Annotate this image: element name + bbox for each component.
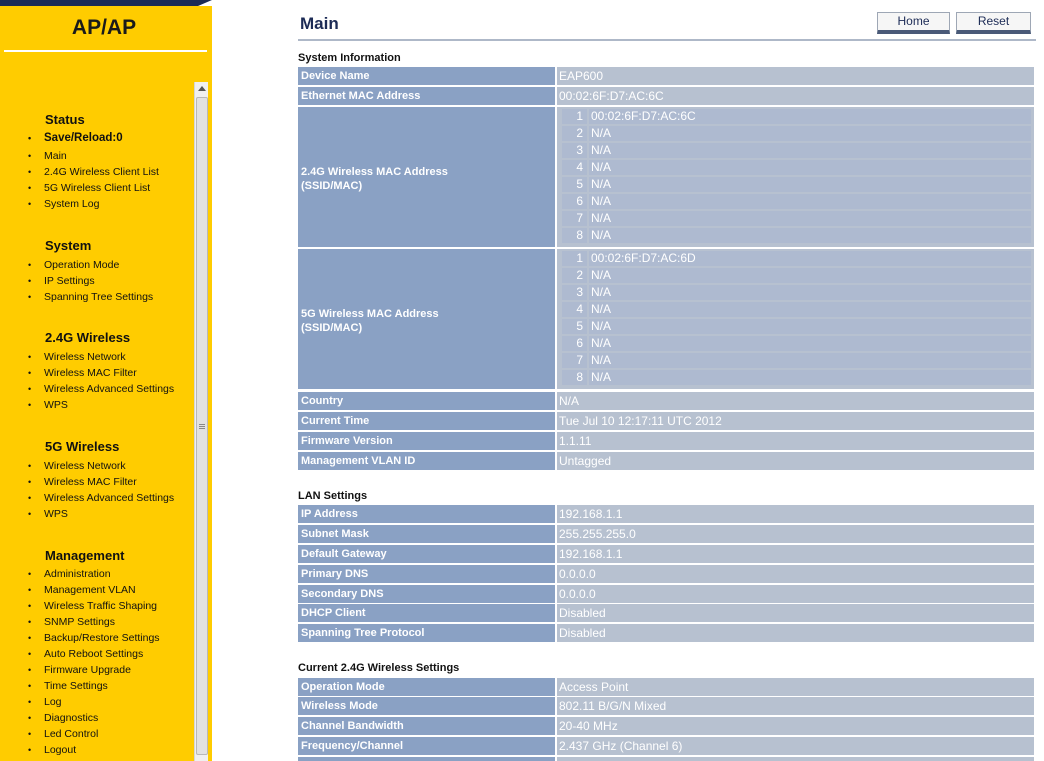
row-country bbox=[298, 392, 1034, 410]
mac-entry bbox=[562, 370, 1031, 385]
nav-item-24g-wps[interactable] bbox=[28, 397, 68, 413]
row-value: Tue Jul 10 12:17:11 UTC 2012 bbox=[557, 412, 1034, 430]
row-label: Secondary DNS bbox=[298, 585, 555, 603]
mac-index: 1 bbox=[562, 109, 587, 124]
mac-value: N/A bbox=[589, 319, 1031, 334]
nav-heading-system: System bbox=[45, 238, 92, 253]
row-value: 0.0.0.0 bbox=[557, 585, 1034, 603]
nav-item-label: Time Settings bbox=[44, 680, 108, 692]
block-label-line: 2.4G Wireless MAC Address bbox=[301, 166, 448, 178]
reset-button[interactable]: Reset bbox=[956, 12, 1031, 34]
block-label-text bbox=[301, 165, 448, 193]
bullet-icon: • bbox=[28, 509, 32, 519]
row-label: Frequency/Channel bbox=[298, 737, 555, 755]
mac-value: N/A bbox=[589, 194, 1031, 209]
mac-value: N/A bbox=[589, 302, 1031, 317]
mac-index: 3 bbox=[562, 143, 587, 158]
bullet-icon: • bbox=[28, 681, 32, 691]
bullet-icon: • bbox=[28, 477, 32, 487]
nav-item-label: Wireless Network bbox=[44, 351, 126, 363]
row-subnet-mask bbox=[298, 525, 1034, 543]
block-5g-wireless-mac bbox=[298, 249, 1034, 389]
row-value: 192.168.1.1 bbox=[557, 545, 1034, 563]
bullet-icon: • bbox=[28, 352, 32, 362]
nav-item-label: Led Control bbox=[44, 728, 99, 740]
block-label bbox=[298, 107, 555, 247]
mac-entry bbox=[562, 319, 1031, 334]
row-label: Ethernet MAC Address bbox=[298, 87, 555, 105]
mac-index: 2 bbox=[562, 268, 587, 283]
bullet-icon: • bbox=[28, 649, 32, 659]
mac-index: 1 bbox=[562, 251, 587, 266]
nav-item-log[interactable] bbox=[28, 694, 62, 710]
mac-index: 5 bbox=[562, 177, 587, 192]
sidebar-nav bbox=[0, 82, 194, 761]
logo-divider bbox=[4, 50, 207, 52]
nav-item-5g-wireless-network[interactable] bbox=[28, 458, 126, 474]
nav-item-24g-client-list[interactable] bbox=[28, 164, 159, 180]
row-value: 192.168.1.1 bbox=[557, 505, 1034, 523]
bullet-icon: • bbox=[28, 400, 32, 410]
bullet-icon: • bbox=[28, 183, 32, 193]
mac-entry bbox=[562, 302, 1031, 317]
nav-item-spanning-tree[interactable] bbox=[28, 289, 153, 305]
bullet-icon: • bbox=[28, 276, 32, 286]
row-value: 1.1.11 bbox=[557, 432, 1034, 450]
nav-item-label: Diagnostics bbox=[44, 712, 99, 724]
mac-value: N/A bbox=[589, 177, 1031, 192]
bullet-icon: • bbox=[28, 199, 32, 209]
mac-index: 8 bbox=[562, 370, 587, 385]
nav-item-24g-wireless-network[interactable] bbox=[28, 349, 126, 365]
bullet-icon: • bbox=[28, 729, 32, 739]
bullet-icon: • bbox=[28, 697, 32, 707]
bullet-icon: • bbox=[28, 745, 32, 755]
mac-entry bbox=[562, 251, 1031, 266]
block-24g-wireless-mac bbox=[298, 107, 1034, 247]
row-label: Firmware Version bbox=[298, 432, 555, 450]
row-label: Device Name bbox=[298, 67, 555, 85]
mac-index: 4 bbox=[562, 160, 587, 175]
row-value: 20-40 MHz bbox=[557, 717, 1034, 735]
nav-item-label: WPS bbox=[44, 399, 68, 411]
mac-value: N/A bbox=[589, 268, 1031, 283]
nav-item-label: System Log bbox=[44, 198, 100, 210]
row-dhcp-client bbox=[298, 604, 1034, 622]
bullet-icon: • bbox=[28, 461, 32, 471]
sidebar-top-bar bbox=[0, 0, 212, 6]
nav-item-save-reload[interactable] bbox=[28, 130, 123, 146]
bullet-icon: • bbox=[28, 617, 32, 627]
row-label: Operation Mode bbox=[298, 678, 555, 696]
block-label-text bbox=[301, 307, 439, 335]
nav-item-management-vlan[interactable] bbox=[28, 582, 136, 598]
bullet-icon: • bbox=[28, 151, 32, 161]
row-partial bbox=[298, 757, 1034, 761]
mac-index: 5 bbox=[562, 319, 587, 334]
nav-item-label: Log bbox=[44, 696, 62, 708]
row-device-name bbox=[298, 67, 1034, 85]
mac-value: N/A bbox=[589, 228, 1031, 243]
nav-item-label: Wireless Traffic Shaping bbox=[44, 600, 158, 612]
nav-item-label: Logout bbox=[44, 744, 77, 756]
nav-item-label: WPS bbox=[44, 508, 68, 520]
nav-item-label: 2.4G Wireless Client List bbox=[44, 166, 159, 178]
bullet-icon: • bbox=[28, 665, 32, 675]
mac-value: N/A bbox=[589, 126, 1031, 141]
bullet-icon: • bbox=[28, 585, 32, 595]
nav-item-label: Spanning Tree Settings bbox=[44, 291, 154, 303]
row-value: 2.437 GHz (Channel 6) bbox=[557, 737, 1034, 755]
row-primary-dns bbox=[298, 565, 1034, 583]
nav-item-label: IP Settings bbox=[44, 275, 95, 287]
nav-item-5g-client-list[interactable] bbox=[28, 180, 150, 196]
row-ethernet-mac bbox=[298, 87, 1034, 105]
mac-index: 6 bbox=[562, 194, 587, 209]
mac-entry bbox=[562, 160, 1031, 175]
bullet-icon: • bbox=[28, 292, 32, 302]
sidebar-top-notch bbox=[198, 0, 212, 6]
nav-item-label: Backup/Restore Settings bbox=[44, 632, 160, 644]
bullet-icon: • bbox=[28, 384, 32, 394]
nav-item-label: SNMP Settings bbox=[44, 616, 116, 628]
mac-entry bbox=[562, 143, 1031, 158]
row-label: Country bbox=[298, 392, 555, 410]
nav-item-24g-mac-filter[interactable] bbox=[28, 365, 137, 381]
row-value: 0.0.0.0 bbox=[557, 565, 1034, 583]
block-label bbox=[298, 249, 555, 389]
row-frequency-channel bbox=[298, 737, 1034, 755]
row-firmware-version bbox=[298, 432, 1034, 450]
title-divider bbox=[298, 39, 1036, 41]
nav-item-label: Main bbox=[44, 150, 67, 162]
row-operation-mode bbox=[298, 678, 1034, 696]
mac-entry bbox=[562, 177, 1031, 192]
bullet-icon: • bbox=[28, 368, 32, 378]
mac-value: N/A bbox=[589, 370, 1031, 385]
mac-entry bbox=[562, 353, 1031, 368]
nav-item-logout[interactable] bbox=[28, 742, 76, 758]
mac-index: 2 bbox=[562, 126, 587, 141]
block-label-line: (SSID/MAC) bbox=[301, 322, 363, 334]
nav-item-label: Auto Reboot Settings bbox=[44, 648, 144, 660]
mac-entry bbox=[562, 268, 1031, 283]
mac-value: N/A bbox=[589, 143, 1031, 158]
mac-index: 3 bbox=[562, 285, 587, 300]
home-button[interactable]: Home bbox=[877, 12, 950, 34]
mac-value: N/A bbox=[589, 160, 1031, 175]
row-default-gateway bbox=[298, 545, 1034, 563]
mac-value: 00:02:6F:D7:AC:6C bbox=[589, 109, 1031, 124]
mac-value: N/A bbox=[589, 211, 1031, 226]
nav-item-administration[interactable] bbox=[28, 566, 111, 582]
row-value: 255.255.255.0 bbox=[557, 525, 1034, 543]
mac-index: 6 bbox=[562, 336, 587, 351]
nav-item-auto-reboot[interactable] bbox=[28, 646, 143, 662]
row-value: Disabled bbox=[557, 604, 1034, 622]
nav-item-main[interactable] bbox=[28, 148, 67, 164]
mac-value: 00:02:6F:D7:AC:6D bbox=[589, 251, 1031, 266]
bullet-icon: • bbox=[28, 713, 32, 723]
nav-heading-24g-wireless: 2.4G Wireless bbox=[45, 330, 131, 345]
mac-entry bbox=[562, 109, 1031, 124]
mac-entry bbox=[562, 285, 1031, 300]
mac-index: 4 bbox=[562, 302, 587, 317]
mac-entry bbox=[562, 211, 1031, 226]
scrollbar-thumb[interactable] bbox=[196, 97, 208, 755]
nav-item-firmware-upgrade[interactable] bbox=[28, 662, 131, 678]
row-label: Subnet Mask bbox=[298, 525, 555, 543]
mac-index: 7 bbox=[562, 353, 587, 368]
nav-heading-management: Management bbox=[45, 548, 125, 563]
row-wireless-mode bbox=[298, 697, 1034, 715]
block-label-line: (SSID/MAC) bbox=[301, 180, 363, 192]
mac-entry bbox=[562, 126, 1031, 141]
nav-item-label: Management VLAN bbox=[44, 584, 136, 596]
nav-item-label: Administration bbox=[44, 568, 111, 580]
section-title-current-24g-wireless: Current 2.4G Wireless Settings bbox=[298, 662, 460, 674]
row-secondary-dns bbox=[298, 585, 1034, 603]
row-value: 00:02:6F:D7:AC:6C bbox=[557, 87, 1034, 105]
bullet-icon: • bbox=[28, 167, 32, 177]
nav-item-operation-mode[interactable] bbox=[28, 257, 119, 273]
nav-item-label: Firmware Upgrade bbox=[44, 664, 131, 676]
row-label: Current Time bbox=[298, 412, 555, 430]
nav-item-5g-wps[interactable] bbox=[28, 506, 68, 522]
row-label: Primary DNS bbox=[298, 565, 555, 583]
mac-entry bbox=[562, 228, 1031, 243]
mac-value: N/A bbox=[589, 353, 1031, 368]
row-current-time bbox=[298, 412, 1034, 430]
main-content bbox=[298, 0, 1036, 761]
nav-heading-status: Status bbox=[45, 112, 85, 127]
nav-item-system-log[interactable] bbox=[28, 196, 99, 212]
row-label: Spanning Tree Protocol bbox=[298, 624, 555, 642]
bullet-icon: • bbox=[28, 601, 32, 611]
nav-item-traffic-shaping[interactable] bbox=[28, 598, 157, 614]
scrollbar-grip-icon bbox=[199, 424, 205, 425]
mac-value: N/A bbox=[589, 336, 1031, 351]
block-label-line: 5G Wireless MAC Address bbox=[301, 308, 439, 320]
mac-index: 8 bbox=[562, 228, 587, 243]
bullet-icon: • bbox=[28, 569, 32, 579]
bullet-icon: • bbox=[28, 260, 32, 270]
scroll-up-arrow-icon[interactable] bbox=[198, 86, 206, 91]
nav-heading-5g-wireless: 5G Wireless bbox=[45, 439, 120, 454]
row-label: Management VLAN ID bbox=[298, 452, 555, 470]
row-label: Channel Bandwidth bbox=[298, 717, 555, 735]
mac-index: 7 bbox=[562, 211, 587, 226]
page-title: Main bbox=[300, 14, 339, 33]
nav-item-label: Wireless Network bbox=[44, 460, 126, 472]
nav-item-5g-mac-filter[interactable] bbox=[28, 474, 137, 490]
bullet-icon: • bbox=[28, 633, 32, 643]
row-label: Wireless Mode bbox=[298, 697, 555, 715]
nav-item-label: Wireless MAC Filter bbox=[44, 367, 137, 379]
row-label bbox=[298, 757, 555, 761]
nav-item-24g-advanced[interactable] bbox=[28, 381, 174, 397]
nav-item-diagnostics[interactable] bbox=[28, 710, 98, 726]
row-value: Untagged bbox=[557, 452, 1034, 470]
sidebar bbox=[0, 0, 212, 761]
row-ip-address bbox=[298, 505, 1034, 523]
nav-item-5g-advanced[interactable] bbox=[28, 490, 174, 506]
row-value: Disabled bbox=[557, 624, 1034, 642]
block-values bbox=[557, 107, 1034, 247]
nav-item-label: Wireless MAC Filter bbox=[44, 476, 137, 488]
section-title-system-information: System Information bbox=[298, 52, 401, 64]
section-title-lan-settings: LAN Settings bbox=[298, 490, 368, 502]
row-label: DHCP Client bbox=[298, 604, 555, 622]
row-label: Default Gateway bbox=[298, 545, 555, 563]
row-management-vlan-id bbox=[298, 452, 1034, 470]
row-spanning-tree-protocol bbox=[298, 624, 1034, 642]
mac-value: N/A bbox=[589, 285, 1031, 300]
nav-item-label: 5G Wireless Client List bbox=[44, 182, 151, 194]
block-values bbox=[557, 249, 1034, 389]
mac-entry bbox=[562, 194, 1031, 209]
nav-item-label: Operation Mode bbox=[44, 259, 120, 271]
row-channel-bandwidth bbox=[298, 717, 1034, 735]
bullet-icon: • bbox=[28, 493, 32, 503]
nav-item-ip-settings[interactable] bbox=[28, 273, 95, 289]
nav-item-label: Wireless Advanced Settings bbox=[44, 383, 175, 395]
row-value: 802.11 B/G/N Mixed bbox=[557, 697, 1034, 715]
mac-entry bbox=[562, 336, 1031, 351]
bullet-icon: • bbox=[28, 133, 32, 143]
row-label: IP Address bbox=[298, 505, 555, 523]
sidebar-scrollbar[interactable] bbox=[194, 82, 208, 761]
nav-item-snmp-settings[interactable] bbox=[28, 614, 115, 630]
row-value bbox=[557, 757, 1034, 761]
nav-item-led-control[interactable] bbox=[28, 726, 98, 742]
row-value: EAP600 bbox=[557, 67, 1034, 85]
nav-item-label: Wireless Advanced Settings bbox=[44, 492, 175, 504]
row-value: N/A bbox=[557, 392, 1034, 410]
nav-item-time-settings[interactable] bbox=[28, 678, 108, 694]
nav-item-label: Save/Reload:0 bbox=[44, 132, 123, 144]
row-value: Access Point bbox=[557, 678, 1034, 696]
logo: AP/AP bbox=[71, 16, 137, 39]
nav-item-backup-restore[interactable] bbox=[28, 630, 160, 646]
